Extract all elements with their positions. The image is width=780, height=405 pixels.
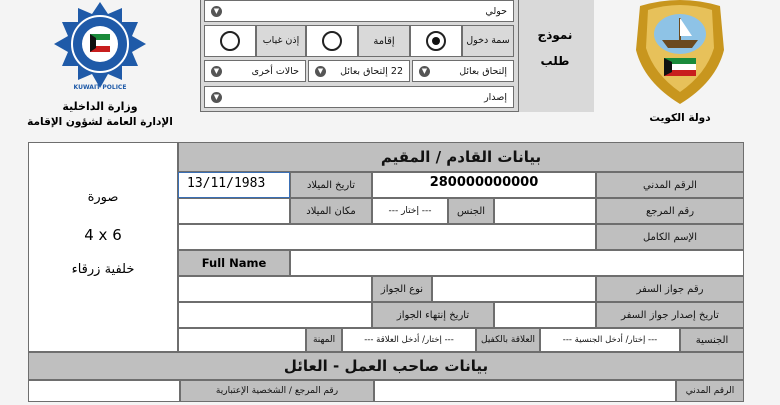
reference-label: رقم المرجع [596,198,744,224]
applicant-section-title: بيانات القادم / المقيم [178,142,744,172]
photo-box [28,142,178,352]
area-select-value: حولي [485,5,507,17]
join-family-select[interactable] [412,60,514,82]
full-name-en-label-text: Full Name [201,256,267,270]
kuwait-emblem-icon [626,0,734,106]
police-logo-text: KUWAIT POLICE [73,84,127,91]
gender-label: الجنس [448,198,494,224]
full-name-en-input[interactable] [290,250,744,276]
gender-select[interactable]: --- إختار --- [372,198,448,224]
chevron-down-icon: ▼ [211,66,222,77]
article-22-select-value: 22 إلتحاق بعائل [340,65,403,77]
chevron-down-icon: ▼ [211,6,222,17]
passport-expiry-label: تاريخ إنتهاء الجواز [372,302,494,328]
profession-input[interactable] [178,328,306,352]
country-name: دولة الكويت [649,112,711,124]
radio-label-entry-visa: سمة دخول [462,25,514,57]
issue-select-value: إصدار [484,91,507,103]
area-select[interactable] [204,0,514,22]
radio-entry-visa[interactable] [426,31,446,51]
passport-no-input[interactable] [432,276,596,302]
form-title [522,22,588,74]
radio-label-absence: إذن غياب [256,25,306,57]
relation-select[interactable]: --- إختار/ أدخل العلاقة --- [342,328,476,352]
civil-id-value: 280000000000 [429,175,539,190]
passport-type-label: نوع الجواز [372,276,432,302]
ministry-name: وزارة الداخلية [62,100,138,113]
form-title-line2: طلب [540,54,570,68]
other-cases-select-value: حالات أخرى [251,65,299,77]
article-22-select[interactable] [308,60,410,82]
radio-label-residence: إقامة [358,25,410,57]
passport-issue-label: تاريخ إصدار جواز السفر [596,302,744,328]
nationality-label: الجنسية [680,328,744,352]
radio-cell-absence [204,25,256,57]
radio-cell-residence [306,25,358,57]
employer-civil-id-label: الرقم المدني [676,380,744,402]
passport-issue-input[interactable] [494,302,596,328]
radio-cell-entry-visa [410,25,462,57]
civil-id-input[interactable] [372,172,596,198]
photo-label: صورة [87,190,119,205]
birthplace-label: مكان الميلاد [290,198,372,224]
employer-reference-label: رقم المرجع / الشخصية الإعتبارية [180,380,374,402]
passport-type-input[interactable] [178,276,372,302]
dob-input[interactable] [178,172,290,198]
profession-label: المهنة [306,328,342,352]
radio-residence[interactable] [322,31,342,51]
photo-size: 4 x 6 [84,226,122,244]
full-name-ar-label: الإسم الكامل [596,224,744,250]
civil-id-label: الرقم المدني [596,172,744,198]
reference-input[interactable] [494,198,596,224]
chevron-down-icon: ▼ [211,92,222,103]
form-title-line1: نموذج [537,28,573,42]
employer-civil-id-input[interactable] [374,380,676,402]
photo-background-note: خلفية زرقاء [71,262,135,277]
passport-expiry-input[interactable] [178,302,372,328]
employer-reference-input[interactable] [28,380,180,402]
full-name-en-label [178,250,290,276]
radio-absence-permit[interactable] [220,31,240,51]
birthplace-input[interactable] [178,198,290,224]
nationality-select[interactable]: --- إختار/ أدخل الجنسية --- [540,328,680,352]
chevron-down-icon: ▼ [315,66,326,77]
join-family-select-value: إلتحاق بعائل [459,65,507,77]
full-name-ar-input[interactable] [178,224,596,250]
dob-label: تاريخ الميلاد [290,172,372,198]
employer-section-title: بيانات صاحب العمل - العائل [28,352,744,380]
dob-value: 13/11/1983 [187,176,266,191]
relation-label: العلاقة بالكفيل [476,328,540,352]
issue-select[interactable] [204,86,514,108]
passport-no-label: رقم جواز السفر [596,276,744,302]
radio-row [204,25,514,57]
chevron-down-icon: ▼ [419,66,430,77]
department-name: الإدارة العامة لشؤون الإقامة [27,116,173,128]
other-cases-select[interactable] [204,60,306,82]
